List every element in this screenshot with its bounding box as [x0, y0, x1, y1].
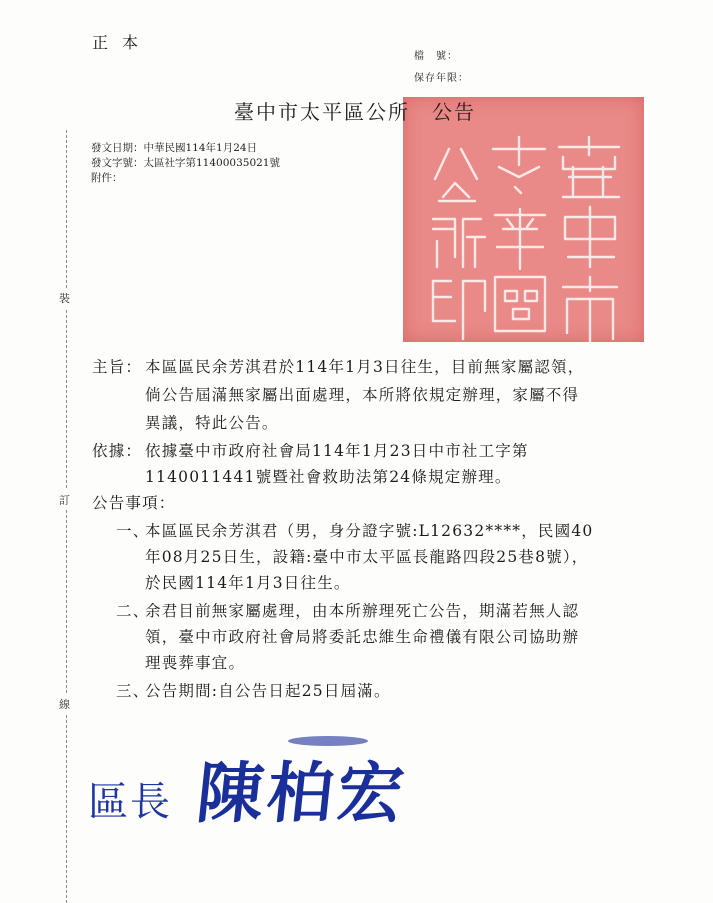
item-line: 理喪葬事宜。: [145, 654, 246, 672]
attachment-label: 附件：: [91, 172, 123, 184]
document-title: 臺中市太平區公所 公告: [234, 100, 476, 124]
item-number: 一、: [116, 522, 150, 540]
basis-label: 依據：: [92, 442, 143, 460]
copy-label: 正本: [92, 33, 153, 52]
announcement-items-heading: 公告事項：: [92, 494, 176, 512]
signature-title: 區長: [88, 779, 172, 825]
item-line: 領，臺中市政府社會局將委託忠維生命禮儀有限公司協助辦: [145, 628, 580, 646]
binding-margin-line: [66, 130, 67, 903]
seal-glyphs: [403, 97, 644, 342]
item-line: 本區區民余芳淇君（男，身分證字號:L12632****，民國40: [145, 522, 594, 540]
item-line: 公告期間:自公告日起25日屆滿。: [145, 682, 391, 700]
issue-date: 發文日期：中華民國114年1月24日: [91, 142, 258, 154]
file-number-label: 檔 號：: [414, 51, 458, 62]
item-line: 年08月25日生，設籍:臺中市太平區長龍路四段25巷8號），: [145, 548, 589, 566]
official-seal: [403, 97, 644, 342]
item-line: 余君目前無家屬處理，由本所辦理死亡公告，期滿若無人認: [145, 602, 580, 620]
subject-line: 異議，特此公告。: [145, 414, 279, 432]
binding-char-ding: 訂: [59, 490, 70, 510]
item-number: 三、: [116, 682, 150, 700]
subject-line: 倘公告屆滿無家屬出面處理，本所將依規定辦理，家屬不得: [145, 386, 580, 404]
item-number: 二、: [116, 602, 150, 620]
subject-label: 主旨：: [92, 358, 143, 376]
subject-line: 本區區民余芳淇君於114年1月3日往生，目前無家屬認領，: [145, 358, 585, 376]
basis-line: 依據臺中市政府社會局114年1月23日中市社工字第: [145, 442, 529, 460]
basis-line: 1140011441號暨社會救助法第24條規定辦理。: [145, 468, 512, 486]
binding-char-xian: 線: [59, 694, 70, 714]
retention-period-label: 保存年限：: [414, 73, 469, 84]
item-line: 於民國114年1月3日往生。: [145, 574, 351, 592]
signature-name: 陳柏宏: [193, 754, 412, 832]
document-reference-number: 發文字號：太區社字第11400035021號: [91, 157, 280, 169]
binding-char-zhuang: 裝: [59, 288, 70, 308]
